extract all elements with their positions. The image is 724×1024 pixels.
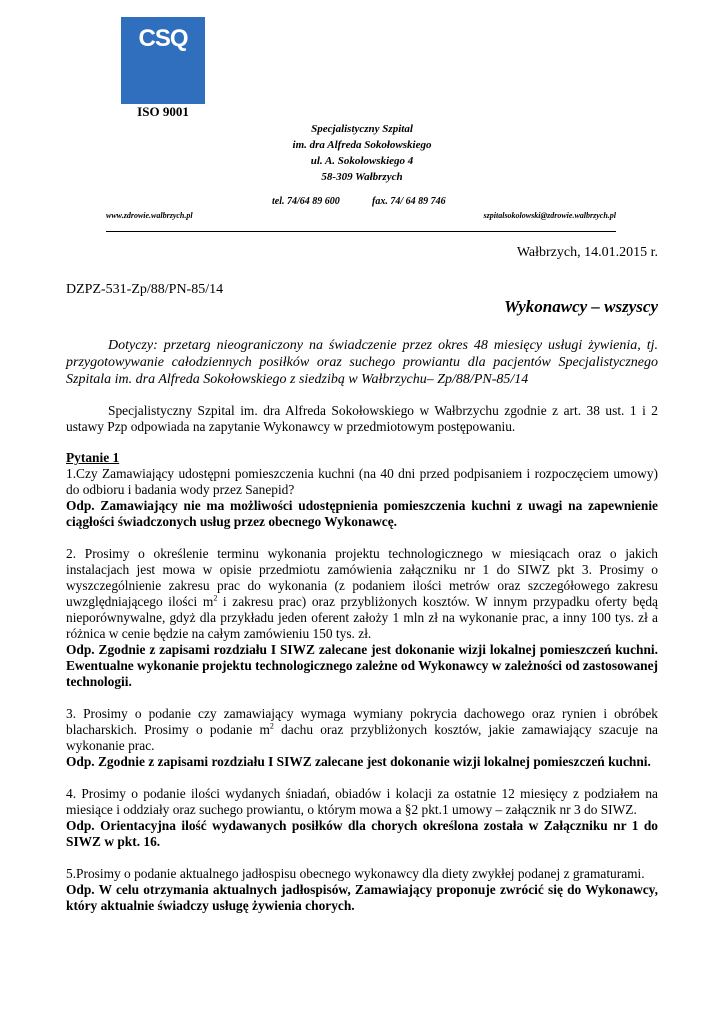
question-3-part-a: 3. Prosimy o podanie czy zamawiający wymaga wymiany pokrycia dachowego oraz rynien i obróbek blacharskich. Prosimy o podanie m [66,706,658,737]
header-divider [106,231,616,232]
question-3 [66,706,658,754]
hospital-patron: im. dra Alfreda Sokołowskiego [292,139,432,151]
website-link[interactable]: www.zdrowie.walbrzych.pl [106,211,193,220]
letter-date: Wałbrzych, 14.01.2015 r. [516,245,658,260]
question-5: 5.Prosimy o podanie aktualnego jadłospisu obecnego wykonawcy dla diety zwykłej podanej z gramaturami. [66,866,645,881]
fax: fax. 74/ 64 89 746 [372,196,446,207]
answer-2: Odp. Zgodnie z zapisami rozdziału I SIWZ zalecane jest dokonanie wizji lokalnej pomieszczeń kuchni. Ewentualne wykonanie projektu technologicznego zależne od Wykonawcy w zależności od zastosowanej technologii. [66,642,658,689]
question-1: 1.Czy Zamawiający udostępni pomieszczenia kuchni (na 40 dni przed podpisaniem i rozpoczęciem umowy) do odbioru i badania wody przez Sanepid? [66,466,658,497]
hospital-city: 58-309 Wałbrzych [321,171,403,183]
subject: Dotyczy: przetarg nieograniczony na świadczenie przez okres 48 miesięcy usługi żywienia, tj. przygotowywanie całodziennych posiłków oraz suchego prowiantu dla pacjentów Specjalistycznego Szpitala im. dra Alfreda Sokołowskiego z siedzibą w Wałbrzychu– Zp/88/PN-85/14 [66,338,658,387]
email-link[interactable]: szpitalsokolowski@zdrowie.walbrzych.pl [483,211,616,220]
question-4: 4. Prosimy o podanie ilości wydanych śniadań, obiadów i kolacji za ostatnie 12 miesięcy z podziałem na miesiące i oddziały oraz suchego prowiantu, o którym mowa a §2 pkt.1 umowy – załącznik nr 3 do SIWZ. [66,786,658,817]
question-heading: Pytanie 1 [66,450,120,465]
qa-section [66,450,658,914]
spacer [66,530,658,546]
question-2-part-b: i zakresu prac) oraz przybliżonych kosztów. W innym przypadku oferty będą nieporównywalne, gdyż dla przykładu jeden oferent założy 1 mln zł na wykonanie prac, a inny 100 tys. zł a różnica w cenie będzie na całym zamówieniu 150 tys. zł. [66,594,658,641]
answer-4: Odp. Orientacyjna ilość wydawanych posiłków dla chorych określona została w Załączniku nr 1 do SIWZ w pkt. 16. [66,818,658,849]
question-2-part-a: 2. Prosimy o określenie terminu wykonania projektu technologicznego w miesiącach oraz o jakich instalacjach jest mowa w opisie przedmiotu zamówienia załączniku nr 1 do SIWZ pkt 3. Prosimy o wyszczególnienie zakresu prac do wykonania (z podaniem ilości metrów oraz szczegółowego zakresu uwzględniającego ilości m [66,546,658,609]
hospital-name: Specjalistyczny Szpital [311,123,413,135]
question-3-part-b: dachu oraz przybliżonych kosztów, jakie zamawiający szacuje na wykonanie prac. [66,722,658,753]
spacer [66,770,658,786]
telephone: tel. 74/64 89 600 [272,196,340,207]
spacer [66,850,658,866]
csq-logo [121,17,205,104]
answer-1: Odp. Zamawiający nie ma możliwości udostępnienia pomieszczenia kuchni z uwagi na zapewnienie ciągłości świadczonych usług przez obecnego Wykonawcę. [66,498,658,529]
answer-5: Odp. W celu otrzymania aktualnych jadłospisów, Zamawiający proponuje zwrócić się do Wykonawcy, który aktualnie świadczy usługę żywienia chorych. [66,882,658,913]
hospital-street: ul. A. Sokołowskiego 4 [310,155,414,167]
question-2 [66,546,658,642]
logo-text: CSQ [138,25,188,52]
answer-3: Odp. Zgodnie z zapisami rozdziału I SIWZ zalecane jest dokonanie wizji lokalnej pomieszczeń kuchni. [66,754,651,769]
recipient: Wykonawcy – wszyscy [504,297,658,316]
reference-number: DZPZ-531-Zp/88/PN-85/14 [66,282,224,297]
intro-paragraph: Specjalistyczny Szpital im. dra Alfreda Sokołowskiego w Wałbrzychu zgodnie z art. 38 ust. 1 i 2 ustawy Pzp odpowiada na zapytanie Wykonawcy w przedmiotowym postępowaniu. [66,403,658,434]
spacer [66,690,658,706]
iso-label: ISO 9001 [137,104,189,119]
superscript: 2 [213,593,218,603]
superscript: 2 [269,721,274,731]
